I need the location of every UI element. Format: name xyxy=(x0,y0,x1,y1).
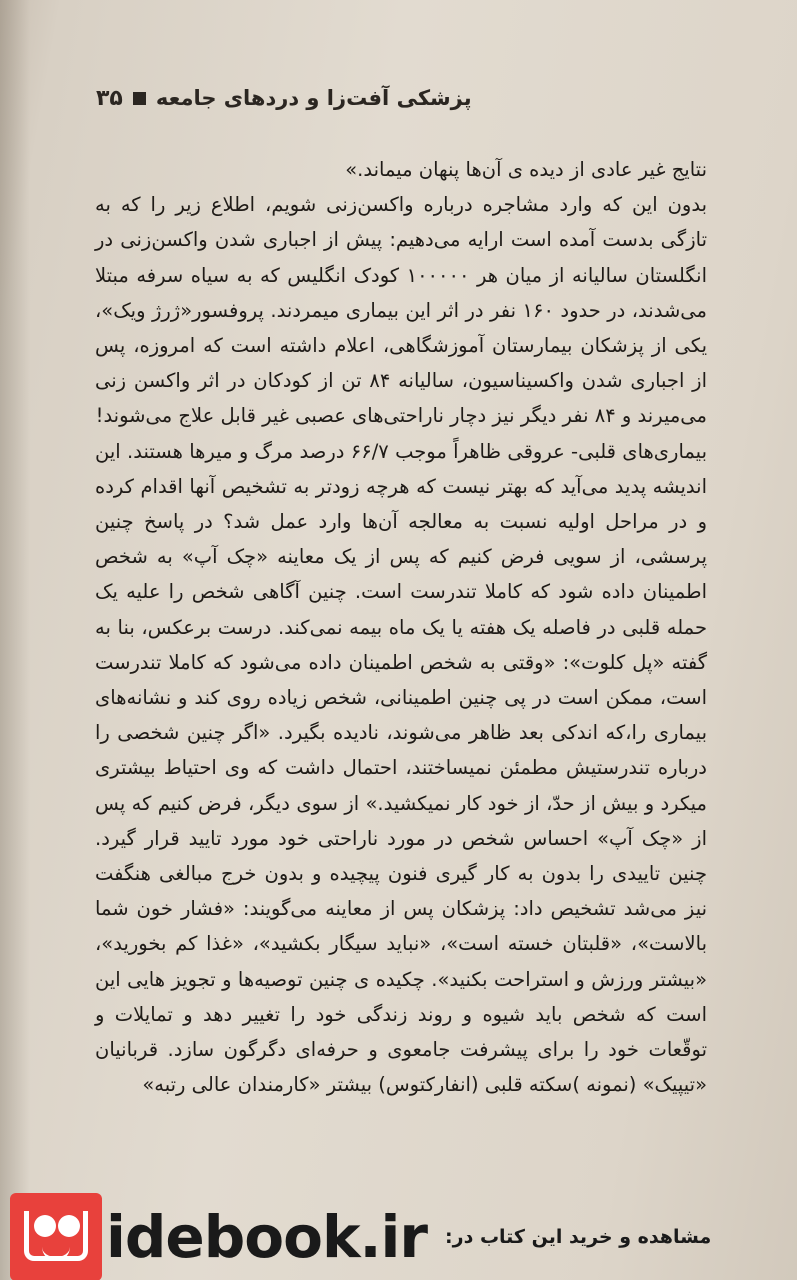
book-smile-icon xyxy=(10,1193,102,1280)
paragraph: بدون این که وارد مشاجره درباره واکسن‌زنی شویم، اطلاع زیر را که به تازگی بدست آمده است ارایه می‌دهیم: پیش از اجباری شدن واکسن‌زنی در انگلستان سالیانه از میان هر ۱۰۰۰۰۰ کودک انگلیس که به سیاه سرفه مبتلا می‌شدند، در حدود ۱۶۰ نفر در اثر این بیماری میمردند. پروفسور«ژرژ ویک»، یکی از پزشکان بیمارستان آموزشگاهی، اعلام داشته است که امروزه، پس از اجباری شدن واکسیناسیون، سالیانه ۸۴ تن از کودکان در اثر واکسن زنی می‌میرند و ۸۴ نفر دیگر نیز دچار ناراحتی‌های عصبی غیر قابل علاج می‌شوند! xyxy=(95,193,707,428)
page-number: ۳۵ xyxy=(96,85,123,111)
spine-shadow xyxy=(0,0,30,1280)
watermark-banner[interactable] xyxy=(10,1192,712,1280)
paragraph: بیماری‌های قلبی- عروقی ظاهراً موجب ۶۶/۷ درصد مرگ و میرها هستند. این اندیشه پدید می‌آید که بهتر نیست که هرچه زودتر به تشخیص آنها اقدام کرده و در مراحل اولیه نسبت به معالجه آن‌ها وارد عمل شد؟ در پاسخ چنین پرسشی، از سویی فرض کنیم که پس از یک معاینه «چک آپ» به شخص اطمینان داده شود که کاملا تندرست است. چنین آگاهی شخص را علیه یک حمله قلبی در فاصله یک هفته یا یک ماه بیمه نمی‌کند. درست برعکس، بنا به گفته «پل کلوت»: «وقتی به شخص اطمینان داده می‌شود که کاملا تندرست است، ممکن است در پی چنین اطمینانی، شخص زیاده روی کند و نشانه‌های بیماری را،که اندکی بعد ظاهر می‌شوند، نادیده بگیرد. «اگر چنین شخصی را درباره تندرستیش مطمئن نمیساختند، احتمال داشت که وی احتیاط بیشتری میکرد و بیش از حدّ، از خود کار نمیکشید.» از سوی دیگر، فرض کنیم که پس از «چک آپ» احساس شخص در مورد ناراحتی خود مورد تایید قرار گیرد. چنین تاییدی را بدون به کار گیری فنون پیچیده و بدون خرج مبالغی هنگفت نیز می‌شد تشخیص داد: پزشکان پس از معاینه می‌گویند: «فشار خون شما بالاست»، «قلبتان خسته است»، «نباید سیگار بکشید»، «غذا کم بخورید»، «بیشتر ورزش و استراحت بکنید». چکیده ی چنین توصیه‌ها و تجویز هایی این است که شخص باید شیوه و روند زندگی خود را تغییر دهد و تمایلات و توقّعات خود را برای پیشرفت جامعوی و حرفه‌ای دگرگون سازد. قربانیان «تیپیک» (نمونه )سکته قلبی (انفارکتوس) بیشتر «کارمندان عالی رتبه» xyxy=(95,439,707,1097)
body-text xyxy=(95,152,707,1102)
running-header xyxy=(96,78,696,118)
watermark-brand[interactable]: idebook.ir xyxy=(106,1203,428,1271)
watermark-caption: مشاهده و خرید این کتاب در: xyxy=(445,1226,712,1248)
square-bullet-icon xyxy=(133,92,146,105)
paragraph: نتایج غیر عادی از دیده ی آن‌ها پنهان میماند.» xyxy=(345,158,707,181)
chapter-title: پزشکی آفت‌زا و دردهای جامعه xyxy=(155,86,472,110)
